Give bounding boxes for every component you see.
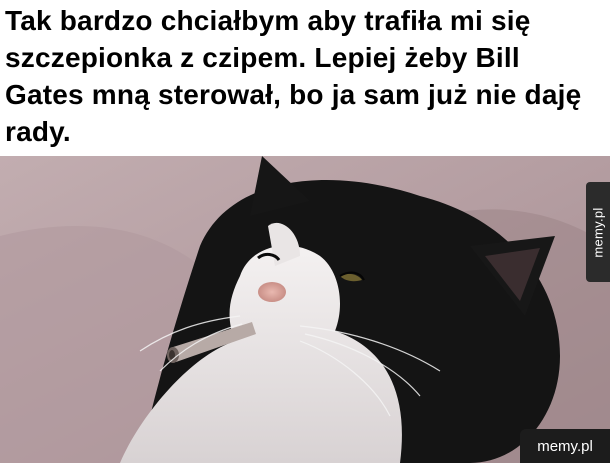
cat-illustration xyxy=(0,156,610,463)
side-watermark xyxy=(586,182,610,282)
cat-photo xyxy=(0,156,610,463)
corner-watermark-text: memy.pl xyxy=(537,437,593,455)
corner-watermark xyxy=(520,429,610,463)
caption-area xyxy=(0,0,610,156)
meme-caption: Tak bardzo chciałbym aby trafiła mi się szczepionka z czipem. Lepiej żeby Bill Gates mną sterował, bo ja sam już nie daję rady. xyxy=(5,5,582,147)
side-watermark-text: memy.pl xyxy=(590,206,606,258)
